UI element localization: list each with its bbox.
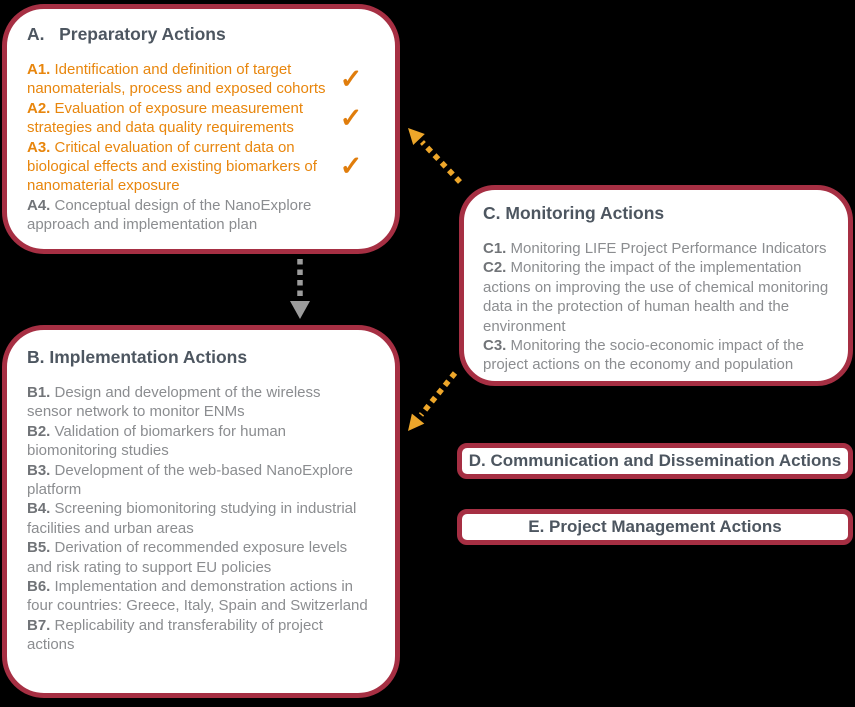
action-item-b2-text: Validation of biomarkers for human biomonitoring studies [27, 422, 287, 460]
box-preparatory-actions [2, 4, 400, 254]
action-item-a3 [27, 138, 385, 196]
action-item-c1-text: Monitoring LIFE Project Performance Indicators [506, 240, 827, 257]
box-implementation-actions [2, 325, 400, 698]
action-item-b4-prefix: B4. [27, 500, 51, 518]
action-item-a2 [27, 99, 385, 138]
action-item-a4-text: Conceptual design of the NanoExplore approach and implementation plan [27, 196, 312, 234]
action-item-c2 [483, 258, 840, 336]
action-item-b5-text: Derivation of recommended exposure levels and risk rating to support EU policies [27, 539, 348, 576]
action-item-c2-prefix: C2. [483, 259, 507, 277]
box-e-title: E. Project Management Actions [528, 517, 782, 536]
action-item-c3-text: Monitoring the socio-economic impact of the project actions on the economy and population [483, 337, 804, 374]
action-item-b5 [27, 538, 385, 577]
action-item-b4-text: Screening biomonitoring studying in industrial facilities and urban areas [27, 500, 357, 537]
arrow-preparatory-to-implementation [286, 256, 314, 326]
action-item-b3 [27, 461, 385, 500]
action-item-c3 [483, 336, 840, 375]
action-item-b1-prefix: B1. [27, 384, 51, 401]
action-item-c1 [483, 239, 840, 258]
action-item-c1-prefix: C1. [483, 240, 507, 257]
action-item-b3-text: Development of the web-based NanoExplore platform [27, 461, 354, 499]
arrow-monitoring-to-preparatory [398, 116, 472, 194]
action-item-b6-text: Implementation and demonstration actions in four countries: Greece, Italy, Spain and Switzerland [27, 578, 368, 615]
action-item-a4 [27, 196, 385, 235]
action-item-b5-prefix: B5. [27, 539, 51, 557]
action-item-a1-text: Identification and definition of target nanomaterials, process and exposed cohorts [27, 61, 326, 98]
action-item-b6-prefix: B6. [27, 578, 51, 596]
box-b-title: B. Implementation Actions [27, 347, 248, 367]
box-a-title: A. Preparatory Actions [27, 24, 226, 44]
check-icon: ✓ [339, 102, 363, 133]
check-icon: ✓ [339, 151, 363, 182]
box-communication-dissemination-actions [457, 443, 853, 479]
action-item-a3-prefix: A3. [27, 138, 51, 156]
action-item-b7 [27, 616, 385, 655]
box-a-items [27, 60, 385, 235]
action-item-c3-prefix: C3. [483, 337, 507, 355]
box-b-items [27, 383, 385, 655]
box-c-items [483, 239, 840, 375]
check-icon: ✓ [339, 63, 363, 94]
action-item-b1 [27, 383, 385, 422]
action-item-b7-prefix: B7. [27, 616, 51, 634]
action-item-a3-text: Critical evaluation of current data on biological effects and existing biomarkers of nanomaterial exposure [27, 138, 317, 195]
box-c-title: C. Monitoring Actions [483, 203, 665, 223]
action-item-b6 [27, 577, 385, 616]
action-item-a2-text: Evaluation of exposure measurement strategies and data quality requirements [27, 99, 303, 137]
action-item-a2-prefix: A2. [27, 99, 51, 117]
action-item-b2-prefix: B2. [27, 422, 51, 440]
action-item-a1 [27, 60, 385, 99]
arrow-monitoring-to-implementation [398, 363, 464, 441]
action-item-c2-text: Monitoring the impact of the implementation actions on improving the use of chemical monitoring data in the protection of human health and the environment [483, 259, 829, 335]
box-project-management-actions [457, 509, 853, 545]
action-item-b7-text: Replicability and transferability of project actions [27, 616, 323, 654]
action-item-a1-prefix: A1. [27, 61, 51, 78]
action-item-a4-prefix: A4. [27, 196, 51, 214]
box-d-title: D. Communication and Dissemination Actions [468, 451, 842, 470]
action-item-b1-text: Design and development of the wireless sensor network to monitor ENMs [27, 384, 321, 421]
box-monitoring-actions [459, 185, 853, 386]
action-item-b4 [27, 499, 385, 538]
action-item-b3-prefix: B3. [27, 461, 51, 479]
action-item-b2 [27, 422, 385, 461]
